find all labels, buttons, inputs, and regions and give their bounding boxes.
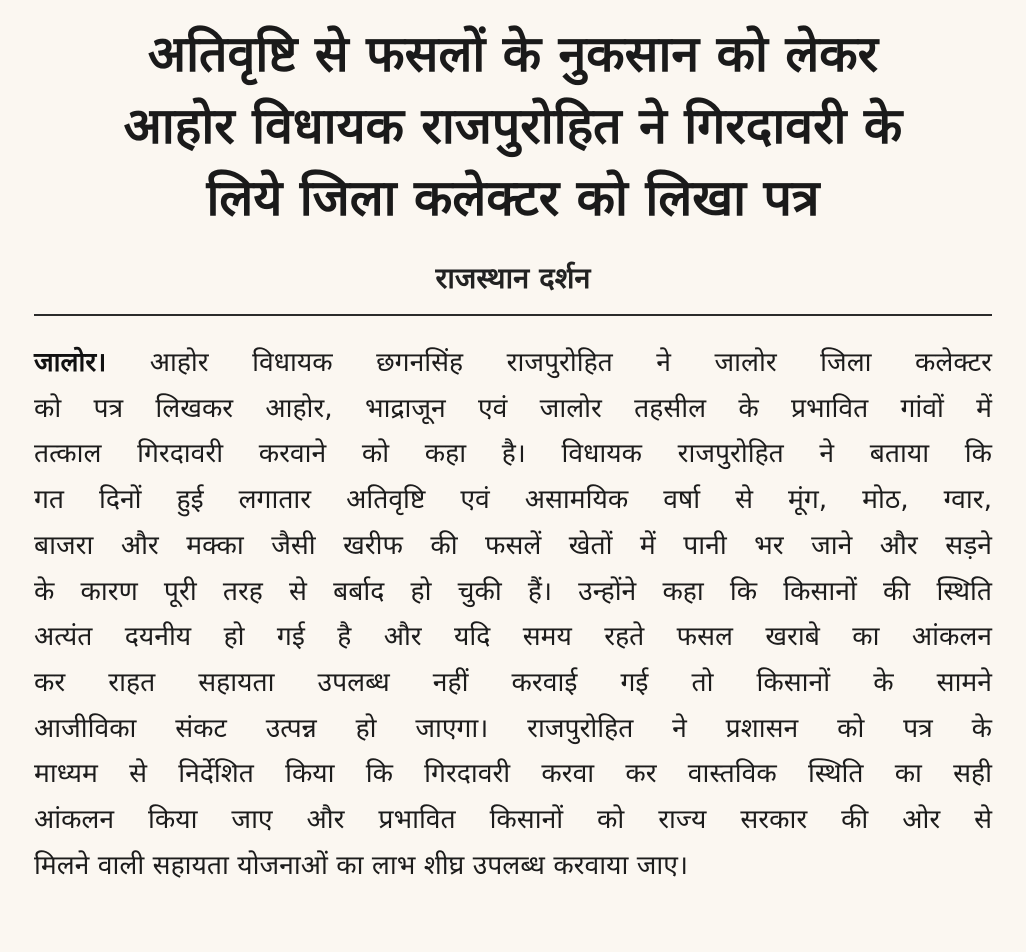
headline-line-3: लिये जिला कलेक्टर को लिखा पत्र (206, 169, 820, 227)
divider-rule (34, 314, 992, 316)
article-body (34, 340, 992, 888)
article-line-11: आंकलन किया जाए और प्रभावित किसानों को राज्य सरकार की ओर से (34, 804, 992, 836)
article-line-1 (34, 340, 992, 386)
byline: राजस्थान दर्शन (435, 261, 591, 295)
article-line-1-text: आहोर विधायक छगनसिंह राजपुरोहित ने जालोर जिला कलेक्टर (149, 347, 992, 378)
article-line-3: तत्काल गिरदावरी करवाने को कहा है। विधायक राजपुरोहित ने बताया कि (34, 438, 992, 470)
article-line-10: माध्यम से निर्देशित किया कि गिरदावरी करवा कर वास्तविक स्थिति का सही (34, 758, 992, 790)
article-line-4: गत दिनों हुई लगातार अतिवृष्टि एवं असामयिक वर्षा से मूंग, मोठ, ग्वार, (34, 484, 992, 516)
article-line-8: कर राहत सहायता उपलब्ध नहीं करवाई गई तो किसानों के सामने (34, 666, 992, 698)
article-line-12: मिलने वाली सहायता योजनाओं का लाभ शीघ्र उपलब्ध करवाया जाए। (34, 849, 688, 881)
dateline: जालोर। (34, 347, 107, 378)
article-line-5: बाजरा और मक्का जैसी खरीफ की फसलें खेतों में पानी भर जाने और सड़ने (34, 529, 992, 561)
article-line-6: के कारण पूरी तरह से बर्बाद हो चुकी हैं। उन्होंने कहा कि किसानों की स्थिति (34, 575, 992, 607)
headline-line-1: अतिवृष्टि से फसलों के नुकसान को लेकर (147, 25, 879, 83)
article-line-2: को पत्र लिखकर आहोर, भाद्राजून एवं जालोर तहसील के प्रभावित गांवों में (34, 392, 992, 424)
article-line-7: अत्यंत दयनीय हो गई है और यदि समय रहते फसल खराबे का आंकलन (34, 621, 992, 653)
article-line-9: आजीविका संकट उत्पन्न हो जाएगा। राजपुरोहित ने प्रशासन को पत्र के (34, 712, 992, 744)
headline-line-2: आहोर विधायक राजपुरोहित ने गिरदावरी के (123, 97, 903, 155)
headline (34, 18, 992, 234)
